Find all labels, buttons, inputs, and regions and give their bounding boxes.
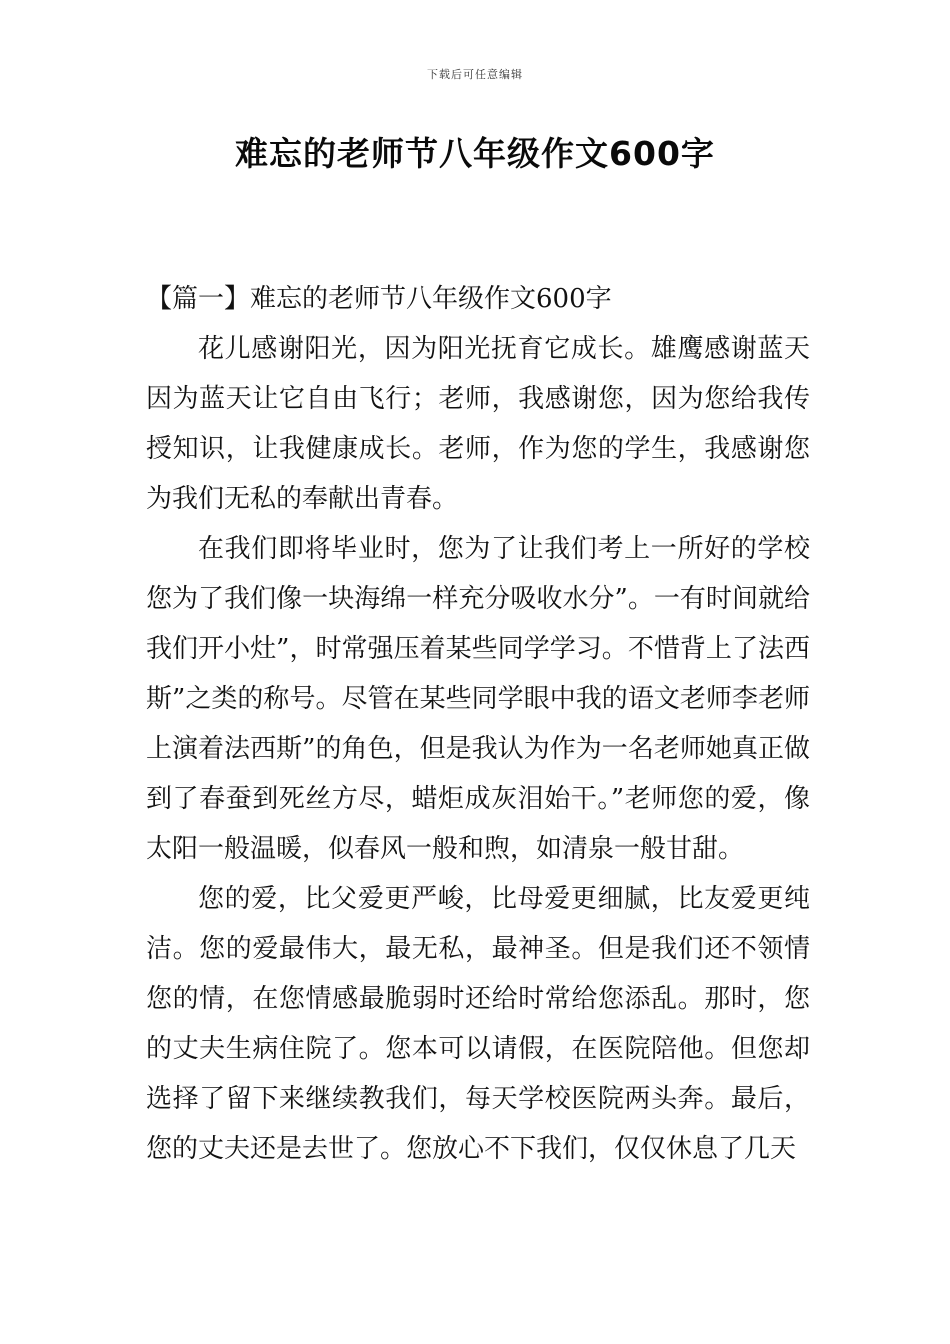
document-title: 难忘的老师节八年级作文600字	[235, 134, 715, 173]
paragraph-1: 花儿感谢阳光，因为阳光抚育它成长。雄鹰感谢蓝天因为蓝天让它自由飞行；老师，我感谢您，因为您给我传授知识，让我健康成长。老师，作为您的学生，我感谢您为我们无私的奉献出青春。	[146, 334, 810, 514]
paragraph-3: 您的爱，比父爱更严峻，比母爱更细腻，比友爱更纯洁。您的爱最伟大，最无私，最神圣。但是我们还不领情您的情，在您情感最脆弱时还给时常给您添乱。那时，您的丈夫生病住院了。您本可以请假，在医院陪他。但您却选择了留下来继续教我们，每天学校医院两头奔。最后，您的丈夫还是去世了。您放心不下我们，仅仅休息了几天	[146, 884, 810, 1164]
header-note: 下载后可任意编辑	[427, 68, 523, 81]
paragraph-2: 在我们即将毕业时，您为了让我们考上一所好的学校您为了我们像一块海绵一样充分吸收水分”。一有时间就给我们开小灶”，时常强压着某些同学学习。不惜背上了法西斯”之类的称号。尽管在某些同学眼中我的语文老师李老师上演着法西斯”的角色，但是我认为作为一名老师她真正做到了春蚕到死丝方尽，蜡炬成灰泪始干。”老师您的爱，像太阳一般温暖，似春风一般和煦，如清泉一般甘甜。	[146, 534, 810, 864]
section-heading: 【篇一】难忘的老师节八年级作文600字	[146, 284, 612, 314]
document-body	[146, 274, 810, 1174]
